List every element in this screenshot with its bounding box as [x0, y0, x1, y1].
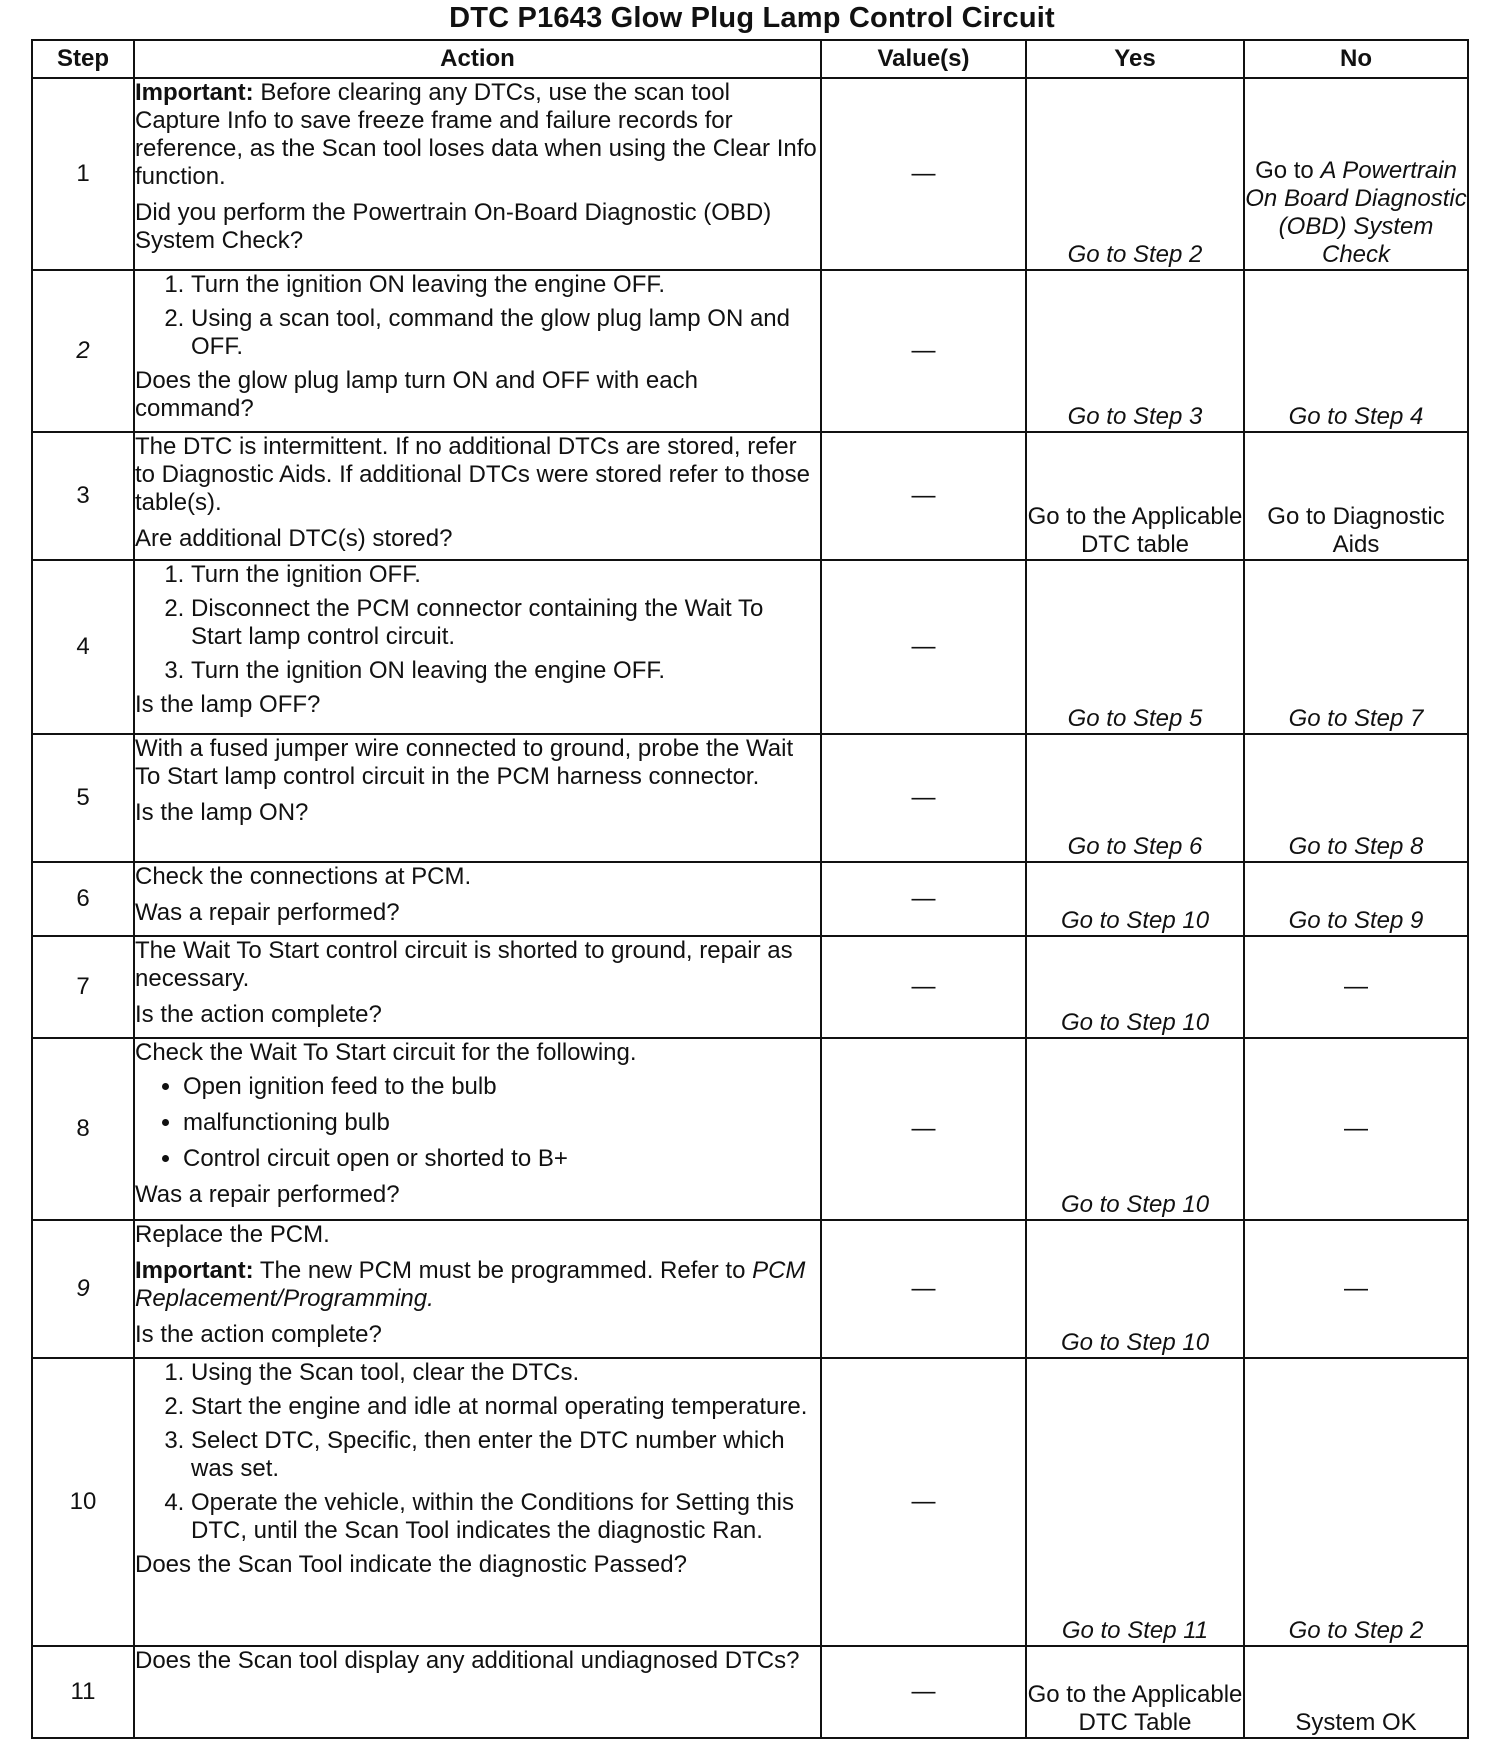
yes-cell: Go to Step 6	[1026, 734, 1244, 862]
action-cell	[134, 1646, 821, 1738]
table-row	[32, 1038, 1468, 1220]
important-label: Important:	[135, 1257, 254, 1284]
yes-cell: Go to the Applicable DTC Table	[1026, 1646, 1244, 1738]
yes-cell: Go to Step 10	[1026, 1038, 1244, 1220]
action-text: Replace the PCM.	[135, 1221, 330, 1248]
action-cell	[134, 270, 821, 432]
value-cell: —	[821, 1358, 1026, 1646]
action-step-item: 1. Turn the ignition OFF.	[191, 561, 820, 589]
diagnostic-table	[31, 39, 1469, 1739]
action-step-item: 3. Turn the ignition ON leaving the engine OFF.	[191, 657, 820, 685]
step-number: 5	[32, 734, 134, 862]
step-number: 4	[32, 560, 134, 734]
action-text: With a fused jumper wire connected to ground, probe the Wait To Start lamp control circuit in the PCM harness connector.	[135, 735, 794, 790]
no-cell	[1244, 78, 1468, 270]
value-cell: —	[821, 78, 1026, 270]
no-prefix: Go to	[1255, 157, 1321, 184]
yes-cell: Go to Step 11	[1026, 1358, 1244, 1646]
table-row	[32, 432, 1468, 560]
table-row	[32, 78, 1468, 270]
header-step: Step	[32, 40, 134, 78]
action-step-item: 3. Select DTC, Specific, then enter the DTC number which was set.	[191, 1427, 820, 1483]
no-cell: Go to Step 4	[1244, 270, 1468, 432]
action-step-item: 2. Start the engine and idle at normal operating temperature.	[191, 1393, 820, 1421]
table-row	[32, 270, 1468, 432]
action-cell	[134, 432, 821, 560]
header-action: Action	[134, 40, 821, 78]
important-text: The new PCM must be programmed. Refer to	[253, 1257, 753, 1284]
check-list-item: • Open ignition feed to the bulb	[183, 1073, 820, 1101]
value-cell: —	[821, 1220, 1026, 1358]
no-cell: Go to Step 9	[1244, 862, 1468, 936]
important-note	[135, 1257, 820, 1313]
action-steps	[135, 271, 820, 361]
action-cell	[134, 862, 821, 936]
action-question: Is the action complete?	[135, 1321, 382, 1348]
yes-cell: Go to Step 10	[1026, 862, 1244, 936]
table-row	[32, 936, 1468, 1038]
action-question: Does the Scan Tool indicate the diagnostic Passed?	[135, 1551, 687, 1578]
no-cell: —	[1244, 1038, 1468, 1220]
table-row	[32, 1358, 1468, 1646]
action-steps	[135, 561, 820, 685]
action-cell	[134, 1358, 821, 1646]
important-note	[135, 79, 820, 191]
value-cell: —	[821, 432, 1026, 560]
important-text: Before clearing any DTCs, use the scan tool Capture Info to save freeze frame and failure records for reference, as the Scan tool loses data when using the Clear Info function.	[135, 79, 817, 190]
step-number: 8	[32, 1038, 134, 1220]
action-cell	[134, 560, 821, 734]
action-step-item: 4. Operate the vehicle, within the Conditions for Setting this DTC, until the Scan Tool indicates the diagnostic Ran.	[191, 1489, 820, 1545]
table-row	[32, 1220, 1468, 1358]
action-steps	[135, 1359, 820, 1545]
action-question: Does the glow plug lamp turn ON and OFF with each command?	[135, 367, 698, 422]
step-number: 6	[32, 862, 134, 936]
action-question: Was a repair performed?	[135, 899, 400, 926]
step-number: 9	[32, 1220, 134, 1358]
table-row	[32, 1646, 1468, 1738]
value-cell: —	[821, 560, 1026, 734]
no-cell: —	[1244, 936, 1468, 1038]
header-no: No	[1244, 40, 1468, 78]
action-question: Was a repair performed?	[135, 1181, 400, 1208]
no-cell: Go to Step 7	[1244, 560, 1468, 734]
action-question: Are additional DTC(s) stored?	[135, 525, 453, 552]
important-label: Important:	[135, 79, 254, 106]
value-cell: —	[821, 1646, 1026, 1738]
action-step-item: 2. Using a scan tool, command the glow plug lamp ON and OFF.	[191, 305, 820, 361]
yes-cell: Go to Step 5	[1026, 560, 1244, 734]
action-text: Check the connections at PCM.	[135, 863, 472, 890]
action-cell	[134, 1220, 821, 1358]
no-cell: —	[1244, 1220, 1468, 1358]
value-cell: —	[821, 734, 1026, 862]
step-number: 2	[32, 270, 134, 432]
action-cell	[134, 734, 821, 862]
action-text: The Wait To Start control circuit is shorted to ground, repair as necessary.	[135, 937, 793, 992]
table-row	[32, 560, 1468, 734]
value-cell: —	[821, 862, 1026, 936]
step-number: 3	[32, 432, 134, 560]
table-row	[32, 734, 1468, 862]
check-list-item: • Control circuit open or shorted to B+	[183, 1145, 820, 1173]
action-question: Does the Scan tool display any additional undiagnosed DTCs?	[135, 1647, 800, 1674]
no-link: A Powertrain On Board Diagnostic (OBD) System Check	[1245, 157, 1467, 268]
action-question: Is the action complete?	[135, 1001, 382, 1028]
no-cell: System OK	[1244, 1646, 1468, 1738]
yes-cell: Go to Step 3	[1026, 270, 1244, 432]
action-step-item: 1. Using the Scan tool, clear the DTCs.	[191, 1359, 820, 1387]
value-cell: —	[821, 270, 1026, 432]
value-cell: —	[821, 1038, 1026, 1220]
yes-cell: Go to Step 10	[1026, 1220, 1244, 1358]
action-cell	[134, 936, 821, 1038]
table-row	[32, 862, 1468, 936]
action-text: The DTC is intermittent. If no additional DTCs are stored, refer to Diagnostic Aids. If additional DTCs were stored refer to those table(s).	[135, 433, 810, 516]
yes-cell: Go to Step 10	[1026, 936, 1244, 1038]
action-text: Check the Wait To Start circuit for the following.	[135, 1039, 637, 1066]
action-question: Is the lamp ON?	[135, 799, 309, 826]
action-question: Did you perform the Powertrain On-Board Diagnostic (OBD) System Check?	[135, 199, 772, 254]
step-number: 7	[32, 936, 134, 1038]
action-step-item: 1. Turn the ignition ON leaving the engine OFF.	[191, 271, 820, 299]
step-number: 11	[32, 1646, 134, 1738]
no-cell: Go to Step 8	[1244, 734, 1468, 862]
step-number: 10	[32, 1358, 134, 1646]
check-list-item: • malfunctioning bulb	[183, 1109, 820, 1137]
action-step-item: 2. Disconnect the PCM connector containing the Wait To Start lamp control circuit.	[191, 595, 820, 651]
important-reference: PCM Replacement/Programming.	[135, 1257, 806, 1312]
header-yes: Yes	[1026, 40, 1244, 78]
header-values: Value(s)	[821, 40, 1026, 78]
no-cell: Go to Diagnostic Aids	[1244, 432, 1468, 560]
step-number: 1	[32, 78, 134, 270]
no-cell: Go to Step 2	[1244, 1358, 1468, 1646]
action-cell	[134, 1038, 821, 1220]
action-question: Is the lamp OFF?	[135, 691, 321, 718]
yes-cell: Go to the Applicable DTC table	[1026, 432, 1244, 560]
page-title: DTC P1643 Glow Plug Lamp Control Circuit	[449, 2, 1055, 34]
table-header-row	[32, 40, 1468, 78]
value-cell: —	[821, 936, 1026, 1038]
check-list	[135, 1073, 820, 1173]
action-cell	[134, 78, 821, 270]
yes-cell: Go to Step 2	[1026, 78, 1244, 270]
